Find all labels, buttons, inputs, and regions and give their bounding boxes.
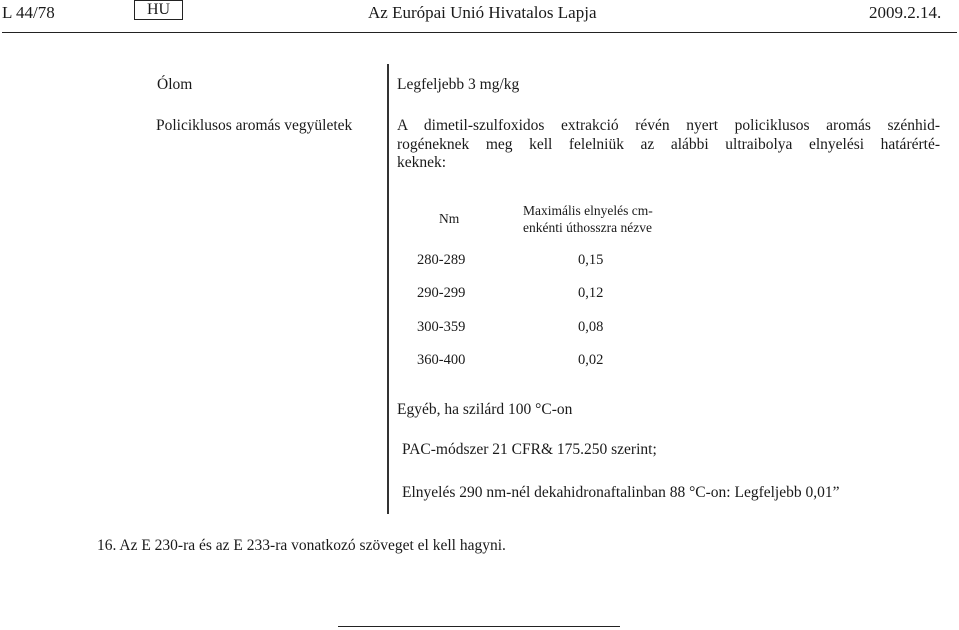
pah-text-line: keknek: xyxy=(397,154,447,171)
table-cell-value: 0,02 xyxy=(578,352,604,368)
table-header-max-line2: enkénti úthosszra nézve xyxy=(523,220,652,235)
amendment-point-16: 16. Az E 230-ra és az E 233-ra vonatkozó szöveget el kell hagyni. xyxy=(97,537,506,554)
table-cell-value: 0,15 xyxy=(578,252,604,268)
table-cell-range: 300-359 xyxy=(417,319,466,335)
table-header-nm: Nm xyxy=(439,211,460,226)
row-label-pah: Policiklusos aromás vegyületek xyxy=(156,117,353,134)
column-divider xyxy=(387,64,389,514)
other-method: PAC-módszer 21 CFR& 175.250 szerint; xyxy=(402,441,657,458)
pah-text-line: rogéneknek meg kell felelniük az alábbi ultraibolya elnyelési határérté- xyxy=(397,135,940,153)
other-heading: Egyéb, ha szilárd 100 °C-on xyxy=(397,401,573,418)
table-header-max-line1: Maximális elnyelés cm- xyxy=(523,203,653,218)
other-limit: Elnyelés 290 nm-nél dekahidronaftalinban 88 °C-on: Legfeljebb 0,01” xyxy=(402,484,840,501)
table-cell-range: 290-299 xyxy=(417,285,466,301)
pah-text-line: A dimetil-szulfoxidos extrakció révén nyert policiklusos aromás szénhid- xyxy=(397,117,940,134)
table-cell-range: 360-400 xyxy=(417,352,466,368)
footnote-separator xyxy=(338,626,620,627)
row-label-lead: Ólom xyxy=(157,76,193,93)
journal-title: Az Európai Unió Hivatalos Lapja xyxy=(368,3,597,22)
table-cell-value: 0,08 xyxy=(578,319,604,335)
row-value-lead: Legfeljebb 3 mg/kg xyxy=(397,76,520,93)
page-reference: L 44/78 xyxy=(2,3,55,22)
language-badge: HU xyxy=(134,0,183,20)
table-cell-range: 280-289 xyxy=(417,252,466,268)
header-divider xyxy=(2,32,957,33)
table-cell-value: 0,12 xyxy=(578,285,604,301)
publication-date: 2009.2.14. xyxy=(869,3,942,22)
pah-requirement-text xyxy=(397,117,940,173)
